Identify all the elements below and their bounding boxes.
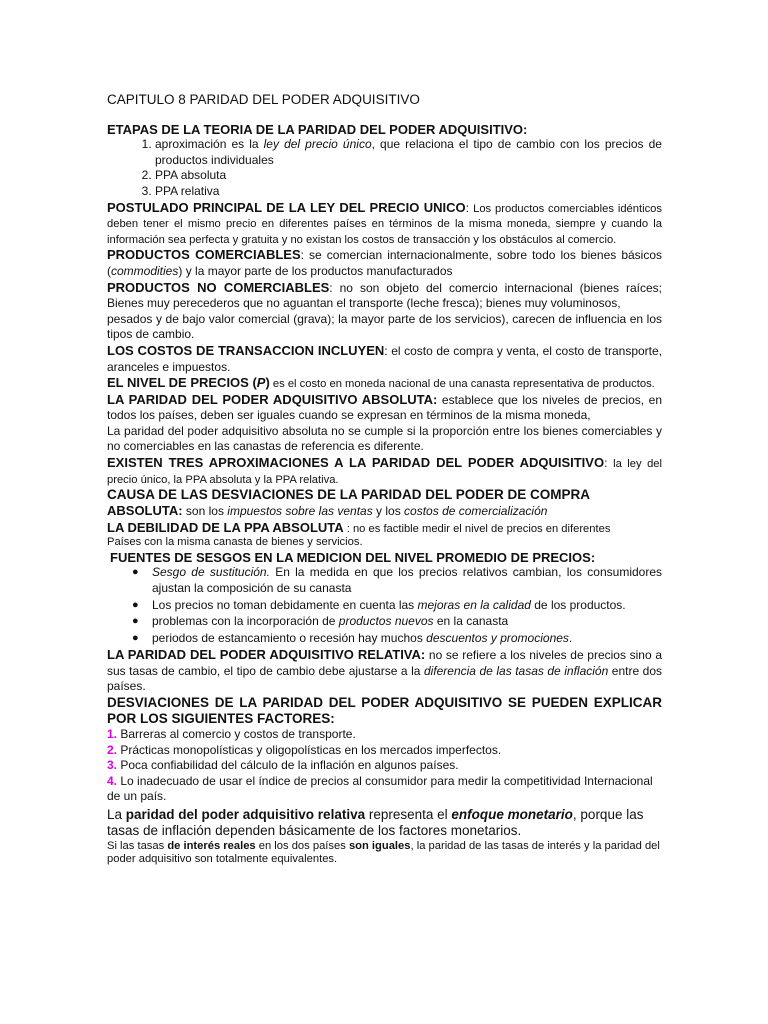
etapas-list: [107, 137, 662, 199]
causa-paragraph: ABSOLUTA: son los impuestos sobre las ventas y los costos de comercialización: [107, 503, 548, 519]
fuentes-list: [107, 565, 662, 646]
etapas-item-3: 3. PPA relativa: [155, 184, 662, 200]
fuentes-heading: FUENTES DE SESGOS EN LA MEDICION DEL NIVEL PROMEDIO DE PRECIOS:: [110, 549, 596, 565]
etapas-item-2: 2. PPA absoluta: [155, 168, 662, 184]
desviaciones-item-4: 4. Lo inadecuado de usar el índice de precios al consumidor para medir la competitividad Internacional de un país.: [107, 773, 653, 804]
no-comerciables-paragraph: PRODUCTOS NO COMERCIABLES: no son objeto del comercio internacional (bienes raíces; Bienes muy perecederos que no aguantan el transporte (leche fresca); bienes muy voluminosos,: [107, 279, 662, 311]
desviaciones-item-3: 3. Poca confiabilidad del cálculo de la inflación en algunos países.: [107, 758, 459, 773]
tres-aproximaciones-paragraph: EXISTEN TRES APROXIMACIONES A LA PARIDAD DEL PODER ADQUISITIVO: la ley del precio único, la PPA absoluta y la PPA relativa.: [107, 455, 663, 486]
desviaciones-heading: DESVIACIONES DE LA PARIDAD DEL PODER ADQUISITIVO SE PUEDEN EXPLICAR POR LOS SIGUIENTES FACTORES:: [107, 695, 662, 727]
ppa-absoluta-paragraph-2: La paridad del poder adquisitivo absoluta no se cumple si la proporción entre los bienes comerciables y no comerciables en las canastas de referencia es diferente.: [107, 423, 662, 454]
bullet-icon: ●: [132, 631, 139, 644]
fuentes-item-2: ● Los precios no toman debidamente en cuenta las mejoras en la calidad de los productos.: [132, 597, 626, 612]
causa-heading: CAUSA DE LAS DESVIACIONES DE LA PARIDAD DEL PODER DE COMPRA: [107, 487, 591, 503]
fuentes-item-3: ● problemas con la incorporación de productos nuevos en la canasta: [132, 614, 509, 629]
fuentes-item-4: ● periodos de estancamiento o recesión hay muchos descuentos y promociones.: [132, 630, 573, 645]
desviaciones-item-2: 2. Prácticas monopolísticas y oligopolísticas en los mercados imperfectos.: [107, 742, 502, 757]
etapas-heading: ETAPAS DE LA TEORIA DE LA PARIDAD DEL PODER ADQUISITIVO:: [107, 121, 528, 137]
debilidad-paragraph: LA DEBILIDAD DE LA PPA ABSOLUTA : no es factible medir el nivel de precios en diferentes: [107, 519, 611, 535]
ppa-relativa-paragraph: LA PARIDAD DEL PODER ADQUISITIVO RELATIVA: no se refiere a los niveles de precios sino a sus tasas de cambio, el tipo de cambio debe ajustarse a la diferencia de las tasas de inflación entre dos países.: [107, 647, 662, 694]
bullet-icon: ●: [132, 598, 139, 611]
comerciables-paragraph: PRODUCTOS COMERCIABLES: se comercian internacionalmente, sobre todo los bienes básicos (commodities) y la mayor parte de los productos manufacturados: [107, 247, 663, 278]
etapas-item-1: 1. aproximación es la ley del precio único, que relaciona el tipo de cambio con los precios de productos individuales: [155, 137, 662, 168]
desviaciones-item-1: 1. Barreras al comercio y costos de transporte.: [107, 727, 356, 742]
bullet-icon: ●: [132, 566, 139, 579]
enfoque-paragraph: La paridad del poder adquisitivo relativa representa el enfoque monetario, porque las tasas de inflación dependen básicamente de los factores monetarios.: [107, 807, 644, 839]
no-comerciables-paragraph-2: pesados y de bajo valor comercial (grava); la mayor parte de los servicios), carecen de influencia en los tipos de cambio.: [107, 311, 662, 342]
debilidad-paragraph-2: Países con la misma canasta de bienes y servicios.: [107, 536, 363, 549]
bullet-icon: ●: [132, 615, 139, 628]
nivel-precios-paragraph: EL NIVEL DE PRECIOS (P) es el costo en moneda nacional de una canasta representativa de productos.: [107, 375, 655, 391]
document-body: [107, 92, 662, 867]
ppa-absoluta-paragraph: LA PARIDAD DEL PODER ADQUISITIVO ABSOLUTA: establece que los niveles de precios, en todos los países, deben ser iguales cuando se expresan en términos de la misma moneda,: [107, 391, 662, 423]
costos-paragraph: LOS COSTOS DE TRANSACCION INCLUYEN: el costo de compra y venta, el costo de transporte, aranceles e impuestos.: [107, 342, 663, 374]
postulado-paragraph: POSTULADO PRINCIPAL DE LA LEY DEL PRECIO UNICO: Los productos comerciables idénticos deben tener el mismo precio en diferentes países en términos de la misma moneda, siempre y cuando la información sea perfecta y gratuita y no existan los costos de transacción y los obstáculos al comercio.: [107, 199, 662, 246]
chapter-title: CAPITULO 8 PARIDAD DEL PODER ADQUISITIVO: [107, 92, 420, 107]
fuentes-item-1: ● Sesgo de sustitución. En la medida en que los precios relativos cambian, los consumidores ajustan la composición de su canasta: [132, 565, 663, 595]
tasas-paragraph: Si las tasas de interés reales en los dos países son iguales, la paridad de las tasas de interés y la paridad del poder adquisitivo son totalmente equivalentes.: [107, 840, 660, 866]
